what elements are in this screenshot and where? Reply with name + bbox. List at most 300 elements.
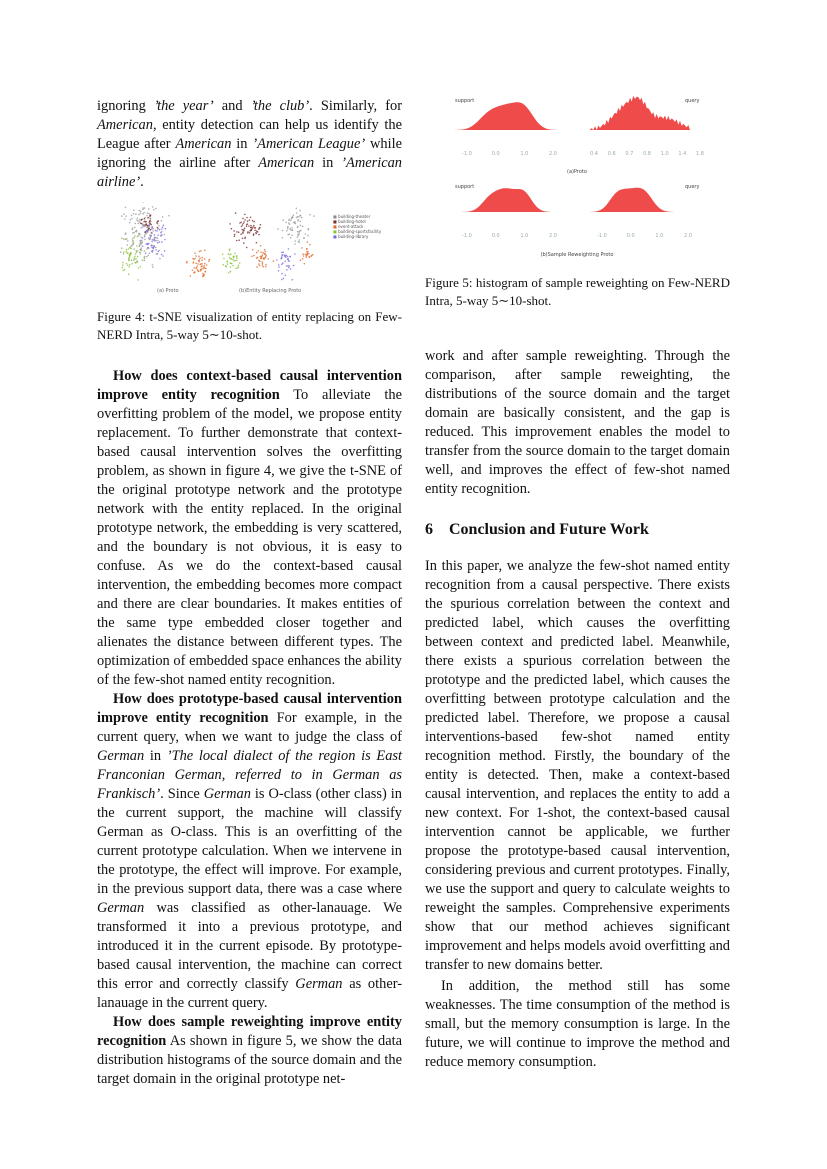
scatter-point (157, 242, 159, 244)
scatter-point (139, 245, 141, 247)
scatter-point (251, 256, 253, 258)
scatter-point (148, 228, 150, 230)
scatter-point (145, 231, 147, 233)
scatter-point (158, 225, 160, 227)
scatter-point (265, 255, 267, 257)
figure-4-legend (333, 214, 381, 239)
scatter-point (140, 237, 142, 239)
scatter-point (291, 229, 293, 231)
scatter-point (205, 271, 207, 273)
scatter-point (146, 243, 148, 245)
scatter-point (132, 229, 134, 231)
scatter-point (142, 259, 144, 261)
scatter-point (233, 257, 235, 259)
scatter-point (204, 258, 206, 260)
scatter-point (155, 247, 157, 249)
scatter-point (228, 272, 230, 274)
scatter-point (243, 221, 245, 223)
scatter-point (300, 225, 302, 227)
scatter-point (258, 234, 260, 236)
scatter-point (309, 257, 311, 259)
scatter-point (147, 212, 149, 214)
scatter-point (134, 256, 136, 258)
scatter-point (296, 208, 298, 210)
scatter-point (234, 236, 236, 238)
scatter-point (122, 262, 124, 264)
scatter-point (159, 241, 161, 243)
scatter-point (249, 219, 251, 221)
paragraph-heading: How does context-based causal intervention improve entity recognition (97, 368, 402, 403)
scatter-point (150, 229, 152, 231)
legend-item: ■ building-hotel (333, 219, 366, 224)
scatter-point (199, 264, 201, 266)
scatter-point (168, 215, 170, 217)
scatter-point (290, 237, 292, 239)
scatter-point (205, 268, 207, 270)
scatter-point (128, 248, 130, 250)
scatter-point (307, 252, 309, 254)
scatter-point (151, 245, 153, 247)
scatter-point (155, 249, 157, 251)
tick-label: 0.4 (590, 151, 598, 157)
scatter-point (124, 269, 126, 271)
scatter-point (235, 268, 237, 270)
scatter-point (134, 258, 136, 260)
scatter-point (302, 253, 304, 255)
scatter-point (293, 214, 295, 216)
scatter-point (278, 266, 280, 268)
scatter-point (237, 267, 239, 269)
scatter-point (125, 207, 127, 209)
scatter-point (121, 247, 123, 249)
scatter-point (144, 207, 146, 209)
scatter-point (256, 242, 258, 244)
scatter-point (143, 225, 145, 227)
scatter-point (135, 253, 137, 255)
scatter-point (242, 224, 244, 226)
scatter-point (260, 224, 262, 226)
paragraph-conclusion: In this paper, we analyze the few-shot named entity recognition from a causal perspective. There exists the spurious correlation between the context and predicted label, which causes the overfitting between context and predicted label. Meanwhile, there exists a spurious correlation between the prototype and the predicted label, which causes the overfitting between prototype calculation and the predicted label. Therefore, we propose a causal interventions-based few-shot named entity recognition method. Firstly, the boundary of the entity is detected. Then, make a context-based causal intervention, and replaces the entity to add a new context. For 1-shot, the context-based causal intervention cannot be applicable, we further propose the prototype-based causal intervention, considering previous and current prototypes. Finally, we use the support and query to calculate weights to reweight the samples. Comprehensive experiments show that our method achieves significant improvement and helps models avoid overfitting and transfer to new domains better. (425, 558, 730, 973)
scatter-point (241, 226, 243, 228)
scatter-point (142, 246, 144, 248)
scatter-point (201, 263, 203, 265)
left-column (97, 97, 402, 1089)
scatter-point (204, 263, 206, 265)
scatter-point (128, 257, 130, 259)
scatter-point (146, 227, 148, 229)
scatter-point (144, 239, 146, 241)
scatter-point (140, 249, 142, 251)
scatter-point (227, 253, 229, 255)
paragraph-american-entity: ignoring ’the year’ and ’the club’. Similarly, for American, entity detection can help us identify the League after American in ’American League’ while ignoring the airline after American in ’American airline’. (97, 98, 402, 190)
tick-label: 0.0 (491, 233, 500, 239)
scatter-point (137, 250, 139, 252)
scatter-point (307, 241, 309, 243)
scatter-point (238, 239, 240, 241)
scatter-point (201, 266, 203, 268)
scatter-point (222, 264, 224, 266)
scatter-point (243, 223, 245, 225)
scatter-point (200, 270, 202, 272)
scatter-point (232, 259, 234, 261)
scatter-point (133, 241, 135, 243)
scatter-point (287, 259, 289, 261)
scatter-point (157, 234, 159, 236)
scatter-point (236, 260, 238, 262)
scatter-point (155, 240, 157, 242)
scatter-point (123, 251, 125, 253)
scatter-point (281, 255, 283, 257)
scatter-point (160, 235, 162, 237)
scatter-point (125, 238, 127, 240)
query-label: query (685, 98, 700, 104)
scatter-point (140, 266, 142, 268)
scatter-point (257, 257, 259, 259)
scatter-point (234, 234, 236, 236)
scatter-point (254, 230, 256, 232)
scatter-point (262, 263, 264, 265)
scatter-point (244, 214, 246, 216)
scatter-point (262, 264, 264, 266)
scatter-point (163, 225, 165, 227)
scatter-point (136, 231, 138, 233)
scatter-point (201, 257, 203, 259)
scatter-point (249, 230, 251, 232)
scatter-point (246, 247, 248, 249)
scatter-point (296, 217, 298, 219)
scatter-point (193, 261, 195, 263)
scatter-point (162, 226, 164, 228)
scatter-point (246, 225, 248, 227)
scatter-point (253, 255, 255, 257)
subfigure-b-label: (b)Entity Replacing Proto (239, 288, 302, 294)
scatter-point (301, 217, 303, 219)
scatter-point (300, 221, 302, 223)
scatter-point (152, 247, 154, 249)
scatter-point (235, 212, 237, 214)
scatter-point (141, 240, 143, 242)
tick-label: -1.0 (462, 151, 472, 157)
scatter-point (287, 226, 289, 228)
scatter-point (132, 238, 134, 240)
scatter-point (149, 222, 151, 224)
scatter-point (137, 256, 139, 258)
scatter-point (233, 230, 235, 232)
scatter-point (197, 263, 199, 265)
scatter-point (139, 252, 141, 254)
scatter-point (135, 213, 137, 215)
scatter-point (128, 273, 130, 275)
scatter-point (145, 253, 147, 255)
scatter-point (200, 250, 202, 252)
scatter-point (141, 223, 143, 225)
legend-item: ■ building-library (333, 234, 369, 239)
scatter-point (152, 266, 154, 268)
scatter-point (250, 217, 252, 219)
scatter-point (156, 222, 158, 224)
scatter-point (238, 231, 240, 233)
scatter-point (234, 253, 236, 255)
support-label: support (455, 98, 475, 104)
paragraph-prototype-intervention: How does prototype-based causal intervention improve entity recognition For example, in the current query, when we want to judge the class of German in ’The local dialect of the region is East Franconian German, referred to in German as Frankisch’. Since German is O-class (other class) in the current support, the machine will classify German as O-class. This is an overfitting of the current prototype calculation. When we intervene in the prototype, the effect will improve. For example, in the previous support data, there was a case where German was classified as other-lanauage. We transformed it into a previous prototype, and introduced it in the current episode. By prototype-based causal intervention, the machine can correct this error and correctly classify German as other-lanauage in the current query. (97, 691, 403, 1011)
scatter-point (206, 264, 208, 266)
scatter-point (247, 220, 249, 222)
scatter-point (308, 229, 310, 231)
scatter-point (291, 235, 293, 237)
scatter-point (244, 228, 246, 230)
scatter-point (281, 273, 283, 275)
scatter-point (194, 252, 196, 254)
scatter-point (284, 261, 286, 263)
scatter-point (198, 261, 200, 263)
scatter-point (152, 264, 154, 266)
scatter-point (249, 232, 251, 234)
scatter-point (164, 250, 166, 252)
paragraph-heading: How does sample reweighting improve entity recognition (97, 1014, 402, 1049)
scatter-point (252, 220, 254, 222)
scatter-point (287, 256, 289, 258)
scatter-point (304, 263, 306, 265)
scatter-point (282, 230, 284, 232)
legend-item: ■ building-sportsfacility (333, 229, 382, 234)
scatter-point (284, 255, 286, 257)
scatter-point (124, 233, 126, 235)
paragraph-heading: How does prototype-based causal intervention improve entity recognition (97, 691, 402, 726)
scatter-point (134, 223, 136, 225)
scatter-point (260, 256, 262, 258)
figure-4 (97, 202, 402, 294)
histogram-support-reweight (455, 188, 567, 212)
scatter-point (135, 258, 137, 260)
scatter-point (303, 238, 305, 240)
scatter-point (161, 228, 163, 230)
right-column (425, 88, 730, 1072)
scatter-point (203, 265, 205, 267)
scatter-point (226, 260, 228, 262)
scatter-point (121, 267, 123, 269)
tick-label: 0.8 (643, 151, 651, 157)
scatter-point (131, 215, 133, 217)
scatter-point (133, 213, 135, 215)
scatter-point (265, 253, 267, 255)
scatter-point (137, 217, 139, 219)
scatter-point (307, 235, 309, 237)
scatter-point (121, 215, 123, 217)
scatter-point (250, 227, 252, 229)
scatter-point (259, 227, 261, 229)
scatter-point (122, 264, 124, 266)
scatter-point (150, 214, 152, 216)
scatter-point (146, 248, 148, 250)
scatter-point (142, 237, 144, 239)
scatter-point (156, 237, 158, 239)
scatter-point (155, 237, 157, 239)
paragraph-sample-reweighting: How does sample reweighting improve entity recognition As shown in figure 5, we show the data distribution histograms of the source domain and the target domain in the original prototype net- (97, 1014, 402, 1087)
scatter-point (260, 252, 262, 254)
scatter-point (136, 250, 138, 252)
tick-label: 0.0 (626, 233, 635, 239)
scatter-point (154, 234, 156, 236)
scatter-point (262, 258, 264, 260)
scatter-point (147, 225, 149, 227)
scatter-point (288, 267, 290, 269)
scatter-point (286, 255, 288, 257)
scatter-point (133, 237, 135, 239)
scatter-point (123, 213, 125, 215)
scatter-point (281, 256, 283, 258)
scatter-point (239, 222, 241, 224)
scatter-point (140, 243, 142, 245)
scatter-point (292, 217, 294, 219)
scatter-point (199, 251, 201, 253)
scatter-point (126, 263, 128, 265)
scatter-point (259, 265, 261, 267)
scatter-point (134, 235, 136, 237)
scatter-point (162, 255, 164, 257)
scatter-point (290, 268, 292, 270)
scatter-point (223, 258, 225, 260)
scatter-point (283, 278, 285, 280)
scatter-point (142, 226, 144, 228)
scatter-point (150, 218, 152, 220)
scatter-point (158, 220, 160, 222)
scatter-point (136, 219, 138, 221)
scatter-point (198, 256, 200, 258)
scatter-point (126, 249, 128, 251)
scatter-point (131, 259, 133, 261)
scatter-point (282, 219, 284, 221)
scatter-point (278, 270, 280, 272)
scatter-point (125, 251, 127, 253)
scatter-point (190, 275, 192, 277)
scatter-point (297, 234, 299, 236)
tick-label: -1.0 (462, 233, 472, 239)
scatter-point (199, 257, 201, 259)
tick-label: 1.0 (655, 233, 664, 239)
paragraph-reweighting-continued: work and after sample reweighting. Through the comparison, after sample reweighting, the distributions of the source domain and the target domain are basically consistent, and the gap is reduced. This improvement enables the model to transfer from the source domain to the target domain well, and improves the effect of few-shot named entity recognition. (425, 348, 730, 497)
scatter-point (198, 271, 200, 273)
scatter-point (130, 219, 132, 221)
scatter-point (121, 238, 123, 240)
scatter-point (129, 222, 131, 224)
scatter-point (146, 230, 148, 232)
scatter-point (294, 222, 296, 224)
tick-label: 2.0 (549, 233, 557, 239)
scatter-point (148, 237, 150, 239)
scatter-point (151, 251, 153, 253)
scatter-point (282, 237, 284, 239)
scatter-point (251, 228, 253, 230)
scatter-point (139, 210, 141, 212)
scatter-point (293, 265, 295, 267)
scatter-point (151, 226, 153, 228)
scatter-point (143, 257, 145, 259)
tick-label: 2.0 (684, 233, 692, 239)
query-label: query (685, 184, 700, 190)
scatter-point (138, 267, 140, 269)
scatter-point (306, 256, 308, 258)
scatter-point (143, 212, 145, 214)
scatter-point (139, 240, 141, 242)
scatter-point (195, 263, 197, 265)
scatter-point (236, 256, 238, 258)
scatter-point (164, 239, 166, 241)
scatter-point (247, 223, 249, 225)
scatter-point (286, 269, 288, 271)
scatter-point (138, 214, 140, 216)
scatter-point (289, 224, 291, 226)
scatter-point (280, 258, 282, 260)
scatter-point (165, 228, 167, 230)
scatter-point (297, 227, 299, 229)
scatter-point (145, 221, 147, 223)
scatter-point (204, 250, 206, 252)
scatter-point (258, 263, 260, 265)
scatter-point (160, 232, 162, 234)
scatter-point (192, 269, 194, 271)
scatter-point (144, 218, 146, 220)
scatter-point (233, 260, 235, 262)
tick-label: 0.7 (625, 151, 634, 157)
scatter-point (161, 254, 163, 256)
scatter-point (243, 229, 245, 231)
scatter-point (138, 223, 140, 225)
scatter-point (125, 215, 127, 217)
scatter-point (149, 236, 151, 238)
paragraph-context-intervention: How does context-based causal intervention improve entity recognition To alleviate the overfitting problem of the model, we propose entity replacement. To further demonstrate that context-based causal intervention solves the overfitting problem, as shown in figure 4, we give the t-SNE of the original prototype network and the prototype network with the entity replaced. In the original prototype network, the embedding is very scattered, and the boundary is not obvious, it is easy to confuse. As we do the context-based causal intervention, the embedding becomes more compact and there are clear boundaries. It makes entities of the same type embedded closer together and alienates the distance between different types. The optimization of embedded space enhances the ability of the few-shot named entity recognition. (97, 368, 402, 688)
scatter-point (253, 234, 255, 236)
scatter-point (297, 219, 299, 221)
scatter-point (262, 266, 264, 268)
scatter-point (301, 247, 303, 249)
scatter-point (285, 222, 287, 224)
scatter-point (253, 221, 255, 223)
scatter-point (159, 229, 161, 231)
scatter-point (288, 220, 290, 222)
scatter-point (147, 217, 149, 219)
scatter-point (248, 225, 250, 227)
histogram-query-proto (590, 96, 690, 130)
scatter-point (202, 273, 204, 275)
scatter-point (131, 218, 133, 220)
scatter-point (140, 211, 142, 213)
scatter-point (132, 263, 134, 265)
scatter-point (149, 220, 151, 222)
scatter-point (277, 228, 279, 230)
scatter-point (230, 258, 232, 260)
scatter-point (133, 209, 135, 211)
scatter-point (151, 241, 153, 243)
scatter-point (200, 268, 202, 270)
scatter-point (256, 266, 258, 268)
scatter-point (225, 265, 227, 267)
support-label: support (455, 184, 475, 190)
scatter-point (194, 271, 196, 273)
scatter-point (124, 218, 126, 220)
scatter-point (139, 221, 141, 223)
tick-label: 2.0 (549, 151, 557, 157)
scatter-point (278, 264, 280, 266)
scatter-point (253, 225, 255, 227)
scatter-point (123, 253, 125, 255)
scatter-point (236, 231, 238, 233)
scatter-point (297, 231, 299, 233)
scatter-point (147, 247, 149, 249)
scatter-point (227, 263, 229, 265)
scatter-point (141, 219, 143, 221)
scatter-point (140, 213, 142, 215)
scatter-point (157, 227, 159, 229)
